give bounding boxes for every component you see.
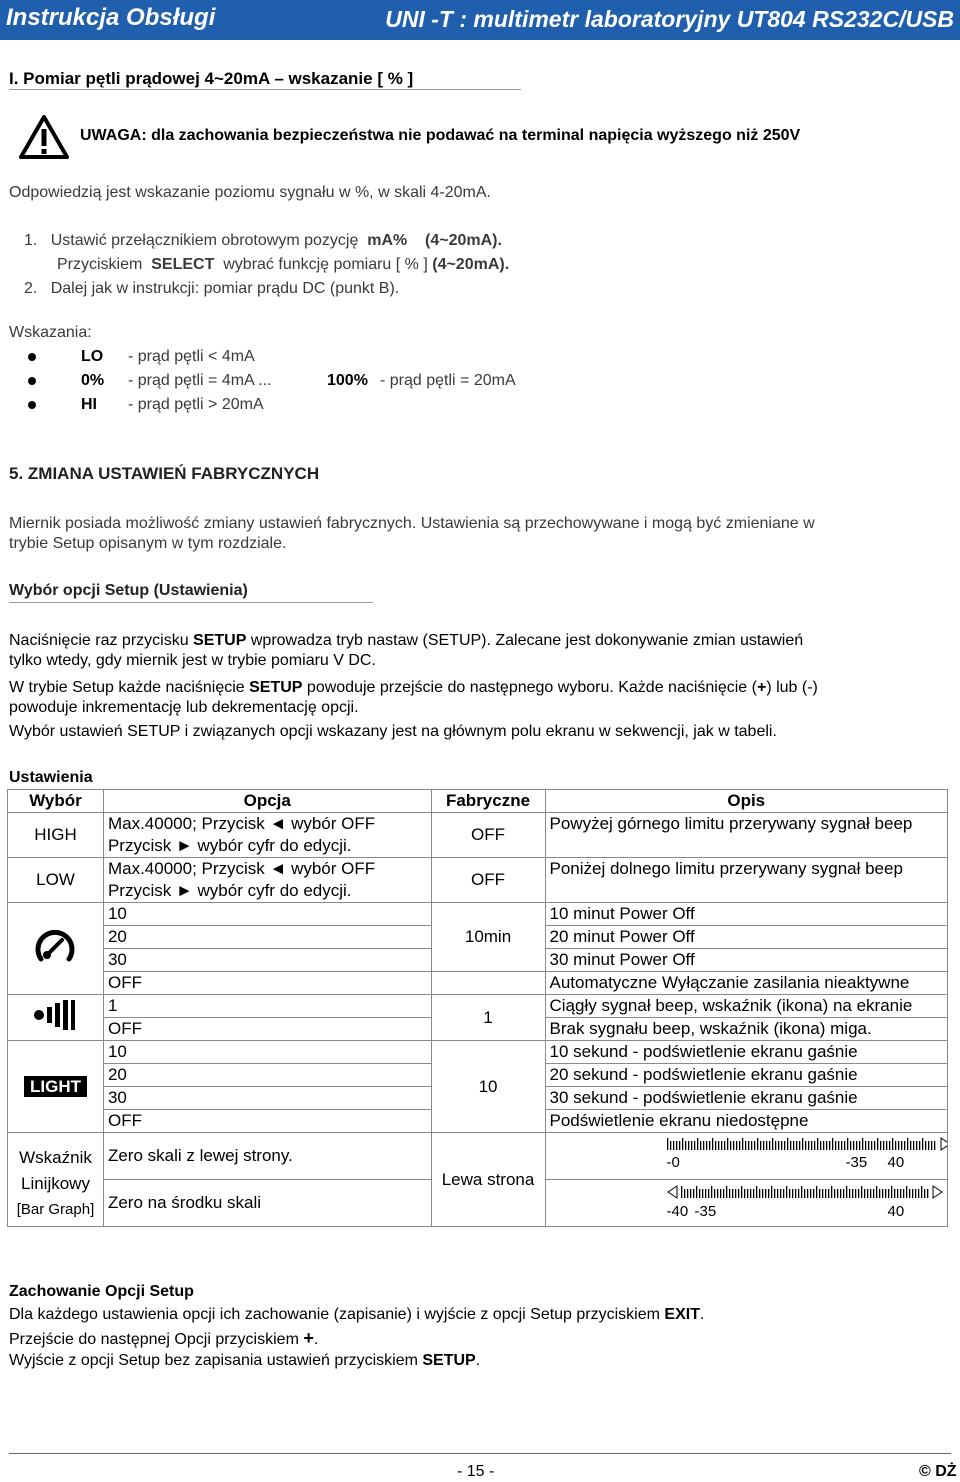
bargraph-scale-cell bbox=[545, 1133, 948, 1180]
section-5-para-1-line-2: trybie Setup opisanym w tym rozdziale. bbox=[9, 535, 287, 552]
para-2-text: Naciśnięcie raz przycisku bbox=[9, 632, 189, 649]
option-value: OFF bbox=[103, 1110, 431, 1133]
header-cell: Opcja bbox=[103, 790, 431, 813]
option-cell bbox=[103, 813, 431, 858]
save-line-1-text: Dla każdego ustawienia opcji ich zachowanie (zapisanie) i wyjście z opcji Setup przyciskiem bbox=[9, 1306, 660, 1323]
step-2 bbox=[24, 280, 399, 298]
save-line-2: Przejście do następnej Opcji przyciskiem +. bbox=[9, 1328, 319, 1348]
option-value: 1 bbox=[103, 995, 431, 1018]
bargraph-segments-icon bbox=[667, 1137, 947, 1151]
option-value: 30 bbox=[103, 949, 431, 972]
default-value: 10min bbox=[431, 903, 545, 972]
description-cell: Ciągły sygnał beep, wskaźnik (ikona) na ekranie bbox=[545, 995, 948, 1018]
option-value: 20 bbox=[103, 926, 431, 949]
bargraph-label-2: Linijkowy bbox=[20, 1173, 90, 1193]
scale-label: 40 bbox=[887, 1203, 905, 1220]
setup-button-label: SETUP bbox=[249, 679, 303, 696]
plus-button-label: + bbox=[756, 679, 767, 696]
section-5-para-1-line-1: Miernik posiada możliwość zmiany ustawień fabrycznych. Ustawienia są przechowywane i mogą być zmieniane w bbox=[9, 515, 815, 532]
para-3-line-2: powoduje inkrementację lub dekrementację opcji. bbox=[9, 699, 359, 716]
save-title: Zachowanie Opcji Setup bbox=[9, 1283, 194, 1300]
indication-code: HI bbox=[81, 396, 97, 413]
para-2-line-2: tylko wtedy, gdy miernik jest w trybie pomiaru V DC. bbox=[9, 652, 376, 669]
bullet bbox=[28, 401, 36, 409]
default-value: OFF bbox=[431, 813, 545, 858]
bullet bbox=[28, 353, 36, 361]
default-value: OFF bbox=[431, 858, 545, 903]
indication-desc: - prąd pętli < 4mA bbox=[128, 348, 255, 365]
option-line: Przycisk ► wybór cyfr do edycji. bbox=[107, 836, 352, 855]
step-1-range: (4~20mA). bbox=[425, 232, 502, 249]
description-cell: Poniżej dolnego limitu przerywany sygnał beep bbox=[545, 858, 948, 903]
bargraph-label-3: [Bar Graph] bbox=[16, 1200, 95, 1218]
warning-text: UWAGA: dla zachowania bezpieczeństwa nie podawać na terminal napięcia wyższego niż 250V bbox=[80, 127, 801, 144]
indication-code-extra: 100% bbox=[327, 372, 368, 389]
save-line-2-text: Przejście do następnej Opcji przyciskiem bbox=[9, 1331, 299, 1348]
warning-icon bbox=[18, 114, 70, 160]
header-cell: Wybór bbox=[8, 790, 104, 813]
default-value: 1 bbox=[431, 995, 545, 1041]
step-1b bbox=[57, 256, 509, 274]
intro-text: Odpowiedzią jest wskazanie poziomu sygnału w %, w skali 4-20mA. bbox=[9, 184, 491, 201]
footer-rule bbox=[9, 1453, 951, 1454]
para-3-text: W trybie Setup każde naciśnięcie bbox=[9, 679, 245, 696]
option-value: OFF bbox=[103, 1018, 431, 1041]
setting-name-cell bbox=[8, 1133, 104, 1227]
option-value: Zero na środku skali bbox=[103, 1180, 431, 1227]
bargraph-scale-cell bbox=[545, 1180, 948, 1227]
step-2-text: Dalej jak w instrukcji: pomiar prądu DC (punkt B). bbox=[50, 280, 400, 297]
setup-subheading: Wybór opcji Setup (Ustawienia) bbox=[9, 582, 248, 599]
scale-label: -35 bbox=[694, 1203, 717, 1220]
option-line: Max.40000; Przycisk ◄ wybór OFF bbox=[107, 859, 376, 878]
indication-code: 0% bbox=[81, 372, 105, 389]
option-value: OFF bbox=[103, 972, 431, 995]
indications-label: Wskazania: bbox=[9, 324, 92, 341]
para-4: Wybór ustawień SETUP i związanych opcji wskazany jest na głównym polu ekranu w sekwencji, jak w tabeli. bbox=[9, 723, 777, 740]
exit-button-label: EXIT bbox=[664, 1306, 700, 1323]
para-2-line-1 bbox=[9, 632, 803, 650]
table-row bbox=[8, 972, 948, 995]
page-number: - 15 - bbox=[457, 1463, 495, 1480]
section-5-title: 5. ZMIANA USTAWIEŃ FABRYCZNYCH bbox=[9, 464, 320, 483]
option-value: 10 bbox=[103, 1041, 431, 1064]
step-2-number: 2. bbox=[24, 280, 38, 297]
table-row bbox=[8, 903, 948, 926]
settings-table bbox=[7, 789, 948, 1227]
table-row bbox=[8, 813, 948, 858]
setup-button-label: SETUP bbox=[193, 632, 247, 649]
para-3-text-mid: powoduje przejście do następnego wyboru. Każde naciśnięcie ( bbox=[306, 679, 757, 696]
save-line-3-text: Wyjście z opcji Setup bez zapisania ustawień przyciskiem bbox=[9, 1352, 418, 1369]
save-line-3: Wyjście z opcji Setup bez zapisania ustawień przyciskiem SETUP. bbox=[9, 1352, 481, 1369]
step-1b-range: (4~20mA). bbox=[432, 256, 510, 273]
setting-name: LOW bbox=[8, 858, 104, 903]
bullet bbox=[28, 377, 36, 385]
page-header bbox=[0, 0, 960, 40]
para-2-text-tail: wprowadza tryb nastaw (SETUP). Zalecane jest dokonywanie zmian ustawień bbox=[250, 632, 804, 649]
option-value: Zero skali z lewej strony. bbox=[103, 1133, 431, 1180]
step-1b-text: Przyciskiem bbox=[57, 256, 143, 273]
option-cell bbox=[103, 858, 431, 903]
author-mark: © DŻ bbox=[919, 1463, 957, 1480]
table-row bbox=[8, 995, 948, 1018]
plus-button-label: + bbox=[303, 1328, 314, 1348]
indication-code: LO bbox=[81, 348, 104, 365]
bargraph-scale-center-zero bbox=[550, 1181, 944, 1225]
table-header-row bbox=[8, 790, 948, 813]
bargraph-label-1: Wskaźnik bbox=[19, 1147, 92, 1167]
table-caption: Ustawienia bbox=[9, 769, 93, 786]
header-cell: Fabryczne bbox=[431, 790, 545, 813]
step-1-number: 1. bbox=[24, 232, 38, 249]
beep-speaker-icon bbox=[32, 998, 78, 1032]
bargraph-segments-icon bbox=[667, 1185, 947, 1199]
header-device-title: UNI -T : multimetr laboratoryjny UT804 RS232C/USB bbox=[385, 6, 954, 32]
save-line-1: Dla każdego ustawienia opcji ich zachowanie (zapisanie) i wyjście z opcji Setup przyciskiem EXIT. bbox=[9, 1306, 705, 1323]
bargraph-scale-left-zero bbox=[550, 1134, 944, 1178]
description-cell: Brak sygnału beep, wskaźnik (ikona) miga. bbox=[545, 1018, 948, 1041]
step-1 bbox=[24, 232, 502, 250]
option-line: Przycisk ► wybór cyfr do edycji. bbox=[107, 881, 352, 900]
table-row bbox=[8, 1133, 948, 1180]
description-cell: 20 minut Power Off bbox=[545, 926, 948, 949]
light-badge: LIGHT bbox=[24, 1076, 87, 1097]
step-1b-function: wybrać funkcję pomiaru [ % ] bbox=[223, 256, 428, 273]
option-value: 10 bbox=[103, 903, 431, 926]
setting-icon-cell bbox=[8, 903, 104, 995]
auto-power-off-icon bbox=[32, 926, 78, 966]
setup-button-label: SETUP bbox=[422, 1352, 476, 1369]
header-manual-title: Instrukcja Obsługi bbox=[6, 4, 216, 31]
section-i-title: I. Pomiar pętli prądowej 4~20mA – wskazanie [ % ] bbox=[9, 69, 414, 88]
empty-default-cell bbox=[431, 972, 545, 995]
table-row bbox=[8, 858, 948, 903]
option-line: Max.40000; Przycisk ◄ wybór OFF bbox=[107, 814, 376, 833]
section-i-underline bbox=[9, 89, 521, 90]
default-value: Lewa strona bbox=[431, 1133, 545, 1227]
scale-label: -35 bbox=[845, 1154, 868, 1171]
indication-desc-extra: - prąd pętli = 20mA bbox=[380, 372, 516, 389]
table-row bbox=[8, 1041, 948, 1064]
description-cell: 30 sekund - podświetlenie ekranu gaśnie bbox=[545, 1087, 948, 1110]
para-3-line-1 bbox=[9, 679, 818, 697]
description-cell: Powyżej górnego limitu przerywany sygnał beep bbox=[545, 813, 948, 858]
para-3-text-tail: ) lub (-) bbox=[766, 679, 818, 696]
header-cell: Opis bbox=[545, 790, 948, 813]
setting-icon-cell bbox=[8, 995, 104, 1041]
indication-desc: - prąd pętli > 20mA bbox=[128, 396, 264, 413]
indication-desc: - prąd pętli = 4mA ... bbox=[128, 372, 272, 389]
description-cell: 20 sekund - podświetlenie ekranu gaśnie bbox=[545, 1064, 948, 1087]
scale-label: -40 bbox=[666, 1203, 689, 1220]
description-cell: 10 sekund - podświetlenie ekranu gaśnie bbox=[545, 1041, 948, 1064]
setup-subheading-underline bbox=[9, 602, 373, 603]
option-value: 30 bbox=[103, 1087, 431, 1110]
description-cell: Podświetlenie ekranu niedostępne bbox=[545, 1110, 948, 1133]
default-value: 10 bbox=[431, 1041, 545, 1133]
setting-name: HIGH bbox=[8, 813, 104, 858]
select-button-label: SELECT bbox=[151, 256, 215, 273]
step-1-text: Ustawić przełącznikiem obrotowym pozycję bbox=[50, 232, 359, 249]
step-1-position: mA% bbox=[367, 232, 408, 249]
description-cell: 10 minut Power Off bbox=[545, 903, 948, 926]
description-cell: Automatyczne Wyłączanie zasilania nieaktywne bbox=[545, 972, 948, 995]
setting-icon-cell bbox=[8, 1041, 104, 1133]
scale-label: 40 bbox=[887, 1154, 905, 1171]
scale-label: -0 bbox=[666, 1154, 680, 1171]
description-cell: 30 minut Power Off bbox=[545, 949, 948, 972]
option-value: 20 bbox=[103, 1064, 431, 1087]
